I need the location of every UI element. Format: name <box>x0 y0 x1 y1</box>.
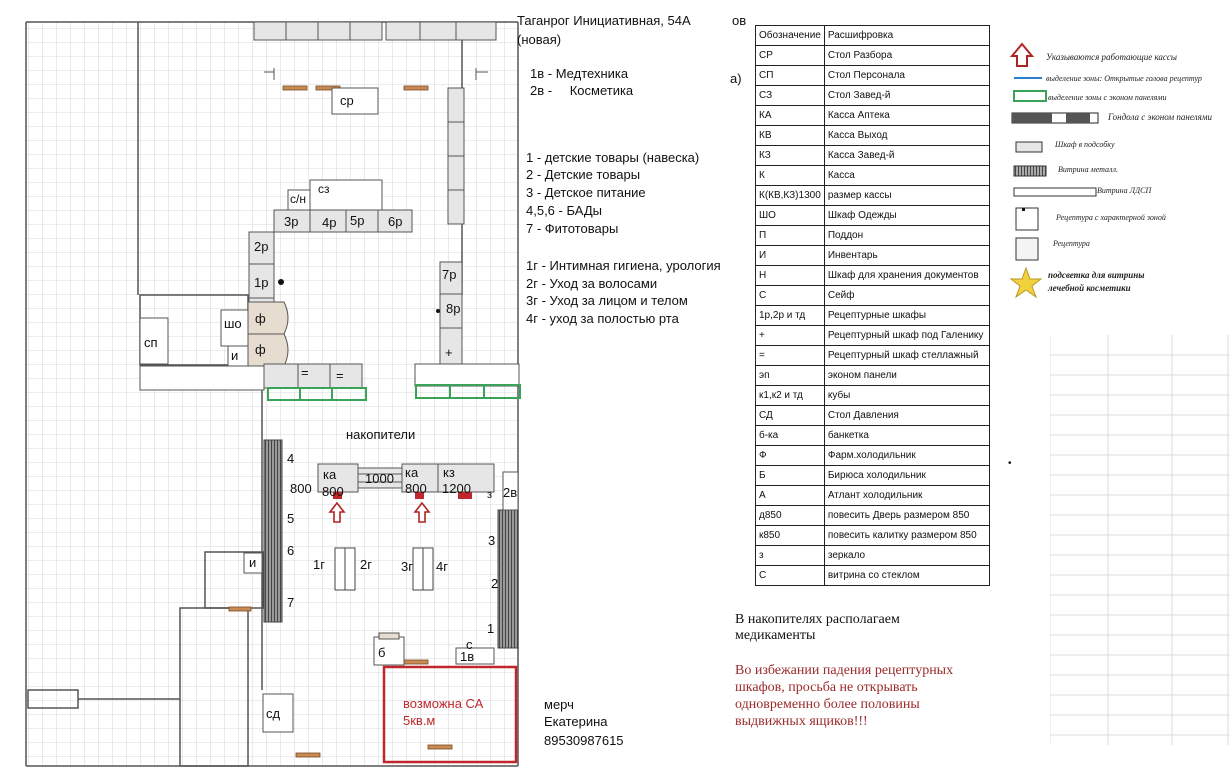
gondola-symbol <box>1012 113 1098 123</box>
sym-open-zone: выделение зоны: Открытые голова рецептур <box>1046 74 1202 83</box>
warning-note-4: выдвижных ящиков!!! <box>735 714 868 729</box>
legend-code: П <box>756 226 825 246</box>
legend-meaning: витрина со стеклом <box>824 566 989 586</box>
label-sz: сз <box>318 182 330 196</box>
star-icon <box>1011 268 1041 297</box>
label-i1: и <box>231 348 239 363</box>
category-4: 4,5,6 - БАДы <box>526 203 602 218</box>
legend-row <box>756 46 990 66</box>
legend-code: К <box>756 166 825 186</box>
label-r6: 6р <box>388 214 403 229</box>
sym-kassa: Указываются работающие кассы <box>1046 52 1178 62</box>
warning-note-1: Во избежании падения рецептурных <box>735 663 954 678</box>
legend-header-row <box>756 26 990 46</box>
legend-meaning: Стол Давления <box>824 406 989 426</box>
legend-row <box>756 186 990 206</box>
legend-row <box>756 206 990 226</box>
label-n1: 1 <box>487 621 495 636</box>
legend-row <box>756 526 990 546</box>
legend-code: к850 <box>756 526 825 546</box>
legend-code: С <box>756 566 825 586</box>
kassa-arrow-symbol <box>1012 44 1032 66</box>
contact-line2: Екатерина <box>544 714 608 729</box>
contact-phone: 89530987615 <box>544 733 624 748</box>
recept-symbol <box>1016 238 1038 260</box>
label-g2: 2г <box>360 557 372 572</box>
showcase-code-1-text: Медтехника <box>555 66 629 81</box>
legend-meaning: Рецептурный шкаф под Галенику <box>824 326 989 346</box>
label-ka1: ка <box>323 467 337 482</box>
sym-vitrina-ldsp: Витрина ЛДСП <box>1097 186 1152 195</box>
legend-code: ШО <box>756 206 825 226</box>
label-g3: 3г <box>401 559 413 574</box>
label-sr: ср <box>340 93 354 108</box>
legend-meaning: Касса <box>824 166 989 186</box>
sheet-grid <box>1050 335 1230 745</box>
legend-code: КЗ <box>756 146 825 166</box>
label-ca-line2: 5кв.м <box>403 713 436 728</box>
label-r3: 3р <box>284 214 299 229</box>
legend-code: = <box>756 346 825 366</box>
legend-code: к1,к2 и тд <box>756 386 825 406</box>
label-f2: ф <box>255 342 266 357</box>
legend-meaning: эконом панели <box>824 366 989 386</box>
legend-meaning: Касса Аптека <box>824 106 989 126</box>
top-cabinets <box>254 22 496 40</box>
recept-hz-symbol <box>1016 208 1038 230</box>
label-i2: и <box>249 555 257 570</box>
shkaf-symbol <box>1016 142 1042 152</box>
legend-meaning: зеркало <box>824 546 989 566</box>
label-n7: 7 <box>287 595 295 610</box>
showcase-code-2 <box>530 83 633 98</box>
label-v1: 1в <box>460 649 475 664</box>
cut-ov: ов <box>732 13 747 28</box>
legend-meaning: банкетка <box>824 426 989 446</box>
sym-gondola: Гондола с эконом панелями <box>1108 112 1213 122</box>
label-g4: 4г <box>436 559 448 574</box>
legend-meaning: Фарм.холодильник <box>824 446 989 466</box>
legend-code: эп <box>756 366 825 386</box>
legend-row <box>756 166 990 186</box>
legend-row <box>756 66 990 86</box>
address-line1: Таганрог Инициативная, 54А <box>517 13 691 28</box>
sym-vitrina-metal: Витрина металл. <box>1058 165 1119 174</box>
econom-zone-symbol <box>1014 91 1046 101</box>
cut-a: а) <box>730 71 742 86</box>
legend-row <box>756 246 990 266</box>
legend-meaning: Атлант холодильник <box>824 486 989 506</box>
label-r5: 5р <box>350 213 365 228</box>
label-g1: 1г <box>313 557 325 572</box>
legend-meaning: Касса Выход <box>824 126 989 146</box>
legend-code: Н <box>756 266 825 286</box>
label-n4: 4 <box>287 451 295 466</box>
legend-meaning: Поддон <box>824 226 989 246</box>
legend-row <box>756 546 990 566</box>
sym-econom-zone: выделение зоны с эконом панелями <box>1048 93 1167 102</box>
label-kz: кз <box>443 465 455 480</box>
table-sr <box>332 88 378 114</box>
label-b: б <box>378 645 386 660</box>
label-v2: 2в <box>503 485 518 500</box>
legend-row <box>756 406 990 426</box>
label-sn: с/н <box>290 192 306 206</box>
legend-row <box>756 286 990 306</box>
legend-code: Б <box>756 466 825 486</box>
sym-shkaf: Шкаф в подсобку <box>1055 140 1115 149</box>
label-eq1: = <box>301 365 309 380</box>
legend-code: С <box>756 286 825 306</box>
legend-row <box>756 506 990 526</box>
label-z: з <box>487 489 493 501</box>
storage-note-1: В накопителях располагаем <box>735 612 900 627</box>
legend-row <box>756 446 990 466</box>
showcase-code-1 <box>530 66 628 81</box>
legend-meaning: размер кассы <box>824 186 989 206</box>
label-ca-line1: возможна СА <box>403 696 484 711</box>
legend-meaning: Рецептурный шкаф стеллажный <box>824 346 989 366</box>
label-ka1-size: 800 <box>322 484 344 499</box>
sym-lighting-2: лечебной косметики <box>1048 283 1131 293</box>
label-r4: 4р <box>322 215 337 230</box>
label-f1: ф <box>255 311 266 326</box>
label-w1000: 1000 <box>365 471 394 486</box>
legend-code: д850 <box>756 506 825 526</box>
legend-row <box>756 306 990 326</box>
category-5: 7 - Фитотовары <box>526 221 619 236</box>
sym-lighting-1: подсветка для витрины <box>1048 270 1145 280</box>
legend-code: К(КВ,КЗ)1300 <box>756 186 825 206</box>
legend-code: б-ка <box>756 426 825 446</box>
address-line2: (новая) <box>517 32 562 47</box>
legend-code: з <box>756 546 825 566</box>
label-nakopiteli: накопители <box>346 427 416 442</box>
warning-note-2: шкафов, просьба не открывать <box>735 680 918 695</box>
legend-table <box>755 25 990 586</box>
legend-meaning: Касса Завед-й <box>824 146 989 166</box>
legend-row <box>756 366 990 386</box>
label-ka2-size: 800 <box>405 481 427 496</box>
legend-code: 1р,2р и тд <box>756 306 825 326</box>
legend-row <box>756 106 990 126</box>
gondola-category-4: 4г - уход за полостью рта <box>526 311 679 326</box>
label-sho: шо <box>224 316 242 331</box>
legend-code: КВ <box>756 126 825 146</box>
label-eq2: = <box>336 368 344 383</box>
vitrina-ldsp-symbol <box>1014 188 1096 196</box>
sym-recept-hz: Рецептура с характерной зоной <box>1056 213 1166 222</box>
label-sp: сп <box>144 335 158 350</box>
storage-note-2: медикаменты <box>735 628 816 643</box>
showcase-code-2-code: 2в - <box>530 83 553 98</box>
legend-code: СП <box>756 66 825 86</box>
showcase-code-2-text: Косметика <box>569 83 634 98</box>
legend-row <box>756 326 990 346</box>
showcase-code-1-code: 1в - <box>530 66 553 81</box>
legend-code: СР <box>756 46 825 66</box>
sym-recept: Рецептура <box>1053 239 1090 248</box>
gondola-category-1: 1г - Интимная гигиена, урология <box>526 258 721 273</box>
legend-row <box>756 86 990 106</box>
label-n5: 5 <box>287 511 295 526</box>
label-sd: сд <box>266 706 281 721</box>
stack-shelves <box>264 364 362 388</box>
legend-code: И <box>756 246 825 266</box>
right-column-cabinets <box>448 88 464 224</box>
legend-code: СД <box>756 406 825 426</box>
contact-line1: мерч <box>544 697 574 712</box>
label-r2: 2р <box>254 239 269 254</box>
label-n6: 6 <box>287 543 295 558</box>
dot-marker: • <box>1008 458 1012 469</box>
category-2: 2 - Детские товары <box>526 167 641 182</box>
label-r7: 7р <box>442 267 457 282</box>
label-r1: 1р <box>254 275 269 290</box>
legend-code: А <box>756 486 825 506</box>
legend-meaning: Шкаф Одежды <box>824 206 989 226</box>
label-s: с <box>466 637 473 652</box>
legend-meaning: повесить калитку размером 850 <box>824 526 989 546</box>
category-1: 1 - детские товары (навеска) <box>526 150 700 165</box>
legend-meaning: Шкаф для хранения документов <box>824 266 989 286</box>
legend-code: Ф <box>756 446 825 466</box>
gondola-category-2: 2г - Уход за волосами <box>526 276 658 291</box>
legend-row <box>756 266 990 286</box>
right-gondola-panels <box>498 510 518 648</box>
legend-meaning: Сейф <box>824 286 989 306</box>
grid-background <box>26 22 518 766</box>
label-ka2: ка <box>405 465 419 480</box>
legend-header-code: Обозначение <box>756 26 825 46</box>
legend-row <box>756 126 990 146</box>
legend-meaning: Стол Завед-й <box>824 86 989 106</box>
legend-meaning: Стол Персонала <box>824 66 989 86</box>
legend-row <box>756 346 990 366</box>
legend-body <box>756 26 990 586</box>
legend-meaning: Инвентарь <box>824 246 989 266</box>
legend-row <box>756 486 990 506</box>
category-3: 3 - Детское питание <box>526 185 646 200</box>
legend-code: СЗ <box>756 86 825 106</box>
legend-row <box>756 466 990 486</box>
legend-row <box>756 146 990 166</box>
legend-code: КА <box>756 106 825 126</box>
label-n2: 2 <box>491 576 499 591</box>
legend-row <box>756 566 990 586</box>
label-n800: 800 <box>290 481 312 496</box>
legend-row <box>756 226 990 246</box>
vitrina-metal-symbol <box>1014 166 1046 176</box>
legend-meaning: кубы <box>824 386 989 406</box>
legend-meaning: Бирюса холодильник <box>824 466 989 486</box>
banketka-b-top <box>379 633 399 639</box>
legend-meaning: Стол Разбора <box>824 46 989 66</box>
left-gondola-panels <box>264 440 282 622</box>
legend-code: + <box>756 326 825 346</box>
gondola-category-3: 3г - Уход за лицом и телом <box>526 293 688 308</box>
label-plus: + <box>445 345 453 360</box>
warning-note-3: одновременно более половины <box>735 697 920 712</box>
label-n3: 3 <box>488 533 496 548</box>
fridges <box>248 302 288 366</box>
legend-row <box>756 426 990 446</box>
label-r8: 8р <box>446 301 461 316</box>
legend-meaning: повесить Дверь размером 850 <box>824 506 989 526</box>
legend-meaning: Рецептурные шкафы <box>824 306 989 326</box>
legend-row <box>756 386 990 406</box>
label-kz-size: 1200 <box>442 481 471 496</box>
legend-header-meaning: Расшифровка <box>824 26 989 46</box>
